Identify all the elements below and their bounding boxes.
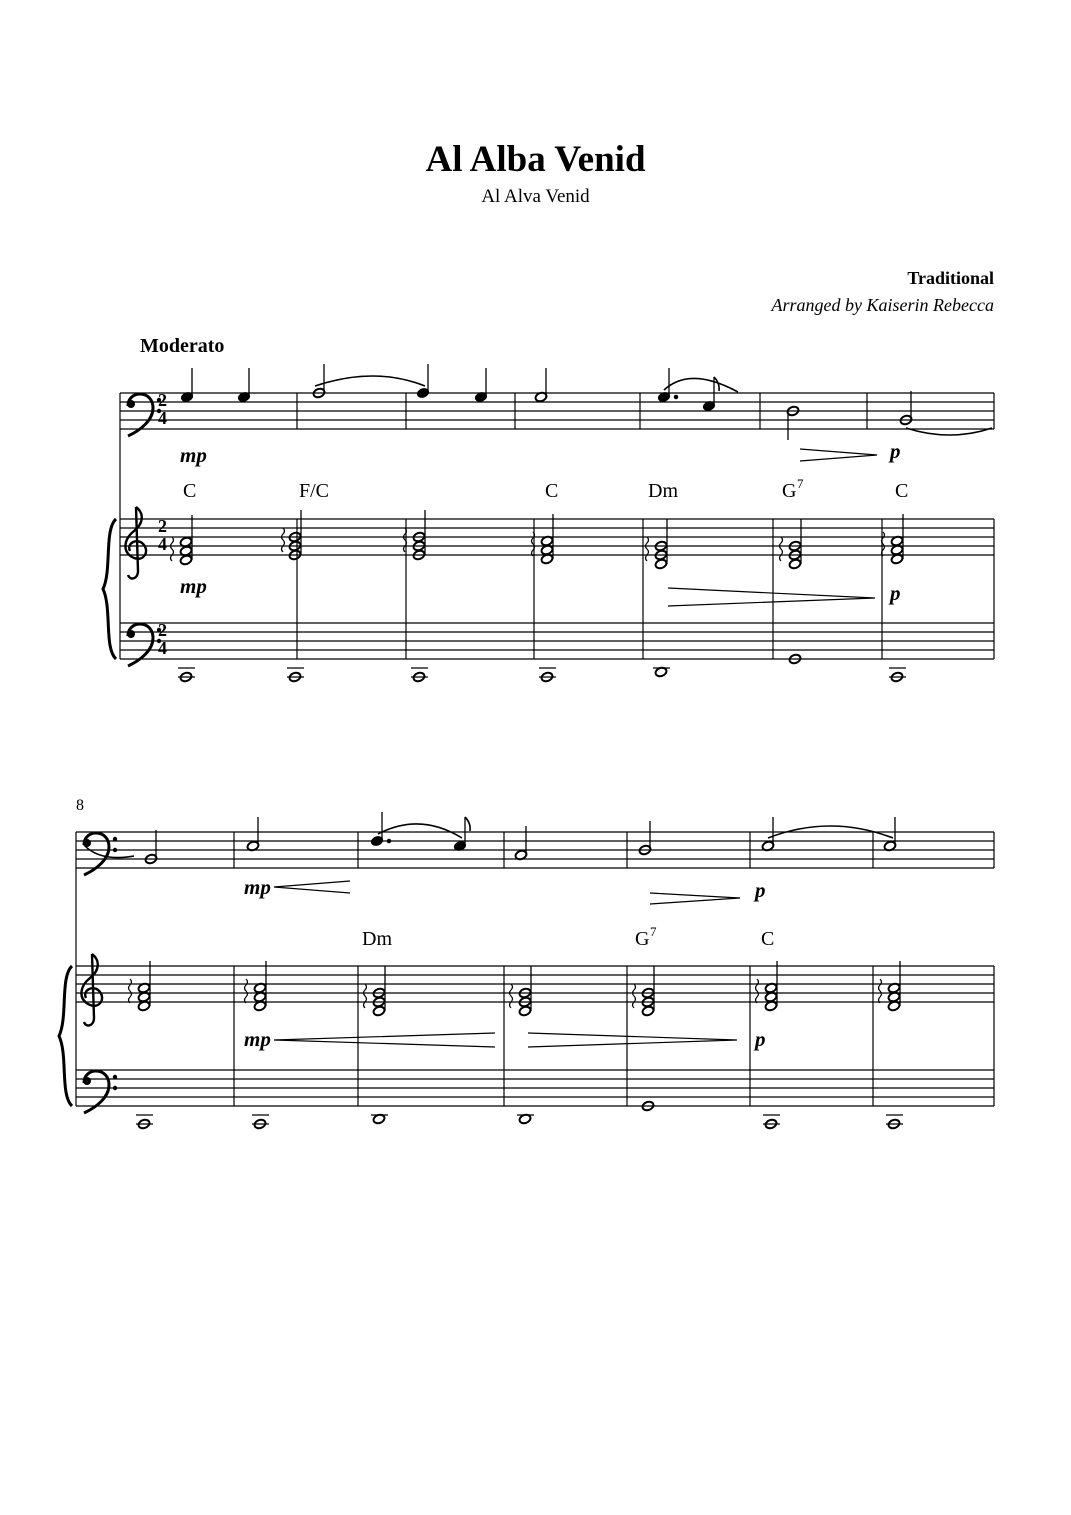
solo-staff-2: [76, 832, 994, 868]
chord-symbol: F/C: [299, 480, 330, 502]
piano-bass-staff-2: [76, 1070, 994, 1106]
measure-number: 8: [76, 797, 84, 814]
piano-treble-staff-2: [76, 832, 994, 1106]
time-sig-bottom: 4: [158, 638, 167, 658]
dynamic-mp: mp: [180, 443, 207, 467]
tempo-marking: Moderato: [140, 335, 225, 357]
chord-symbol: Dm: [648, 480, 678, 502]
bass-clef-icon: [83, 1071, 117, 1113]
time-sig-top: 2: [158, 390, 167, 410]
chord-symbols-2: [362, 924, 774, 950]
crescendo-hairpin: [274, 1033, 495, 1047]
time-sig-bottom: 4: [158, 534, 167, 554]
page-subtitle: Al Alva Venid: [481, 186, 590, 207]
time-sig-top: 2: [158, 516, 167, 536]
system-2: [59, 797, 994, 1130]
dynamic-p: p: [890, 581, 901, 605]
chord-symbols-1: [183, 476, 908, 502]
chord-superscript: 7: [650, 924, 657, 939]
piano-bass-notes-2: [136, 1100, 903, 1129]
decrescendo-hairpin: [528, 1033, 737, 1047]
piano-bass-notes-1: [178, 653, 906, 682]
slurs-1: [315, 376, 992, 435]
chord-symbol: G: [635, 928, 650, 950]
decrescendo-hairpin: [650, 893, 740, 904]
page-title: Al Alba Venid: [425, 139, 646, 180]
brace-icon: [59, 966, 72, 1106]
arranger-credit: Arranged by Kaiserin Rebecca: [771, 295, 994, 315]
time-sig-top: 2: [158, 620, 167, 640]
time-sig-bottom: 4: [158, 408, 167, 428]
chord-symbol: C: [761, 928, 775, 950]
dynamic-mp: mp: [244, 875, 271, 899]
decrescendo-hairpin: [800, 449, 877, 461]
chord-symbol: C: [545, 480, 559, 502]
piano-treble-staff-1: [120, 393, 994, 659]
dynamic-p: p: [755, 878, 766, 902]
solo-staff-1: [120, 393, 994, 429]
bass-clef-icon: [127, 624, 161, 666]
dynamic-p: p: [755, 1027, 766, 1051]
crescendo-hairpin: [274, 881, 350, 893]
dynamic-p: p: [890, 439, 901, 463]
system-1: [103, 364, 994, 683]
decrescendo-hairpin: [668, 588, 875, 606]
brace-icon: [103, 519, 116, 659]
chord-symbol: Dm: [362, 928, 392, 950]
chord-symbol: C: [183, 480, 197, 502]
chord-symbol: G: [782, 480, 797, 502]
chord-superscript: 7: [797, 476, 804, 491]
solo-notes-2: [144, 812, 896, 865]
piano-bass-staff-1: [120, 623, 994, 659]
composer-credit: Traditional: [907, 268, 994, 288]
piano-chords-2: [129, 961, 901, 1017]
dynamic-mp: mp: [244, 1027, 271, 1051]
treble-clef-icon: [81, 954, 102, 1025]
chord-symbol: C: [895, 480, 909, 502]
bass-clef-icon: [127, 394, 161, 436]
treble-clef-icon: [125, 507, 146, 578]
bass-clef-icon: [83, 833, 117, 875]
dynamic-mp: mp: [180, 574, 207, 598]
